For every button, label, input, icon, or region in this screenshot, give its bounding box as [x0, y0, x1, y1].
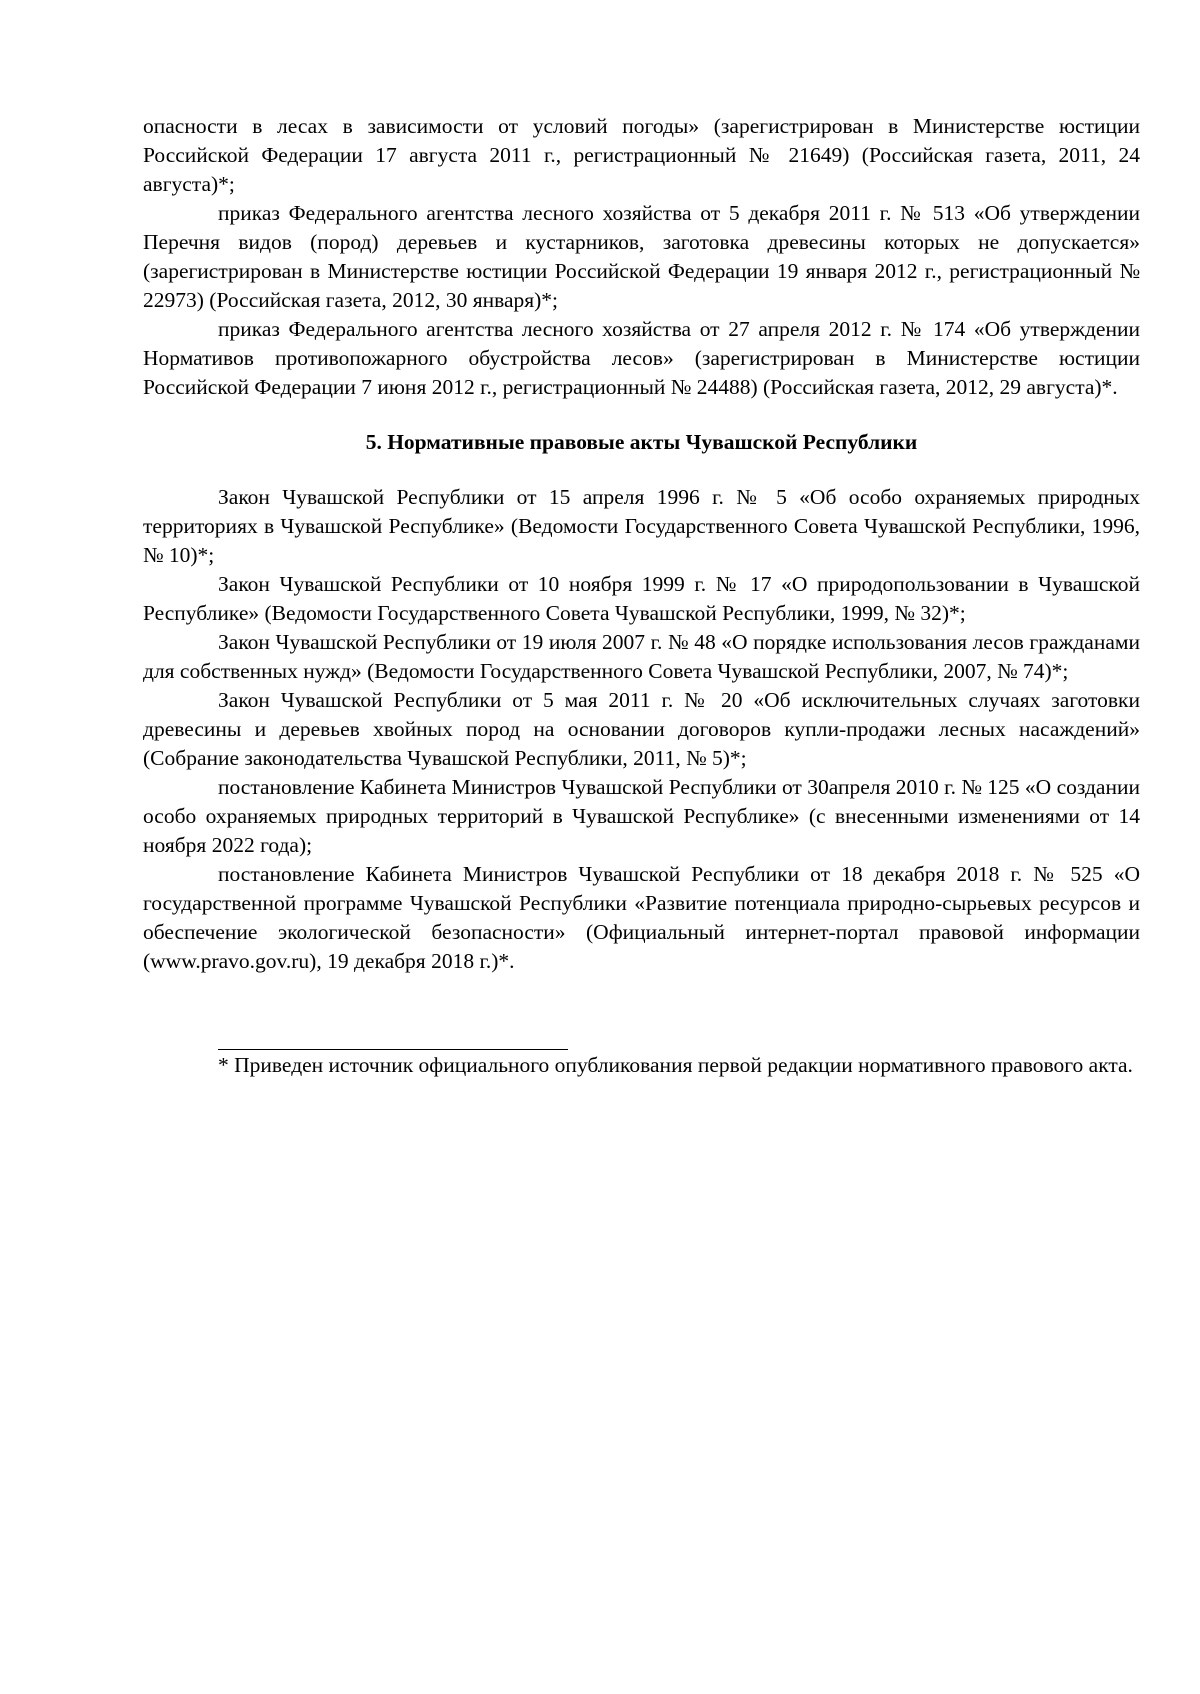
footnote-divider [218, 1049, 568, 1050]
paragraph-law-1996: Закон Чувашской Республики от 15 апреля 1996 г. № 5 «Об особо охраняемых природных территориях в Чувашской Республике» (Ведомости Государственного Совета Чувашской Республики, 1996, № 10)*; [143, 485, 1140, 567]
paragraph-order-513: приказ Федерального агентства лесного хозяйства от 5 декабря 2011 г. № 513 «Об утверждении Перечня видов (пород) деревьев и кустарников, заготовка древесины которых не допускается» (зарегистрирован в Министерстве юстиции Российской Федерации 19 января 2012 г., регистрационный № 22973) (Российская газета, 2012, 30 января)*; [143, 201, 1140, 312]
paragraph-law-2011: Закон Чувашской Республики от 5 мая 2011 г. № 20 «Об исключительных случаях заготовки древесины и деревьев хвойных пород на основании договоров купли-продажи лесных насаждений» (Собрание законодательства Чувашской Республики, 2011, № 5)*; [143, 688, 1140, 770]
document-page [143, 112, 1140, 1080]
paragraph-law-2007: Закон Чувашской Республики от 19 июля 2007 г. № 48 «О порядке использования лесов гражданами для собственных нужд» (Ведомости Государственного Совета Чувашской Республики, 2007, № 74)*; [143, 630, 1140, 683]
paragraph-law-1999: Закон Чувашской Республики от 10 ноября 1999 г. № 17 «О природопользовании в Чувашской Республике» (Ведомости Государственного Совета Чувашской Республики, 1999, № 32)*; [143, 572, 1140, 625]
footnote-text: * Приведен источник официального опубликования первой редакции нормативного правового акта. [218, 1053, 1133, 1077]
section-heading: 5. Нормативные правовые акты Чувашской Республики [365, 430, 918, 454]
paragraph-resolution-2010: постановление Кабинета Министров Чувашской Республики от 30апреля 2010 г. № 125 «О создании особо охраняемых природных территорий в Чувашской Республике» (с внесенными изменениями от 14 ноября 2022 года); [143, 775, 1140, 857]
paragraph-resolution-2018: постановление Кабинета Министров Чувашской Республики от 18 декабря 2018 г. № 525 «О государственной программе Чувашской Республики «Развитие потенциала природно-сырьевых ресурсов и обеспечение экологической безопасности» (Официальный интернет-портал правовой информации (www.pravo.gov.ru), 19 декабря 2018 г.)*. [143, 862, 1140, 973]
paragraph-order-174: приказ Федерального агентства лесного хозяйства от 27 апреля 2012 г. № 174 «Об утверждении Нормативов противопожарного обустройства лесов» (зарегистрирован в Министерстве юстиции Российской Федерации 7 июня 2012 г., регистрационный № 24488) (Российская газета, 2012, 29 августа)*. [143, 317, 1140, 399]
paragraph-continuation: опасности в лесах в зависимости от условий погоды» (зарегистрирован в Министерстве юстиции Российской Федерации 17 августа 2011 г., регистрационный № 21649) (Российская газета, 2011, 24 августа)*; [143, 114, 1140, 196]
